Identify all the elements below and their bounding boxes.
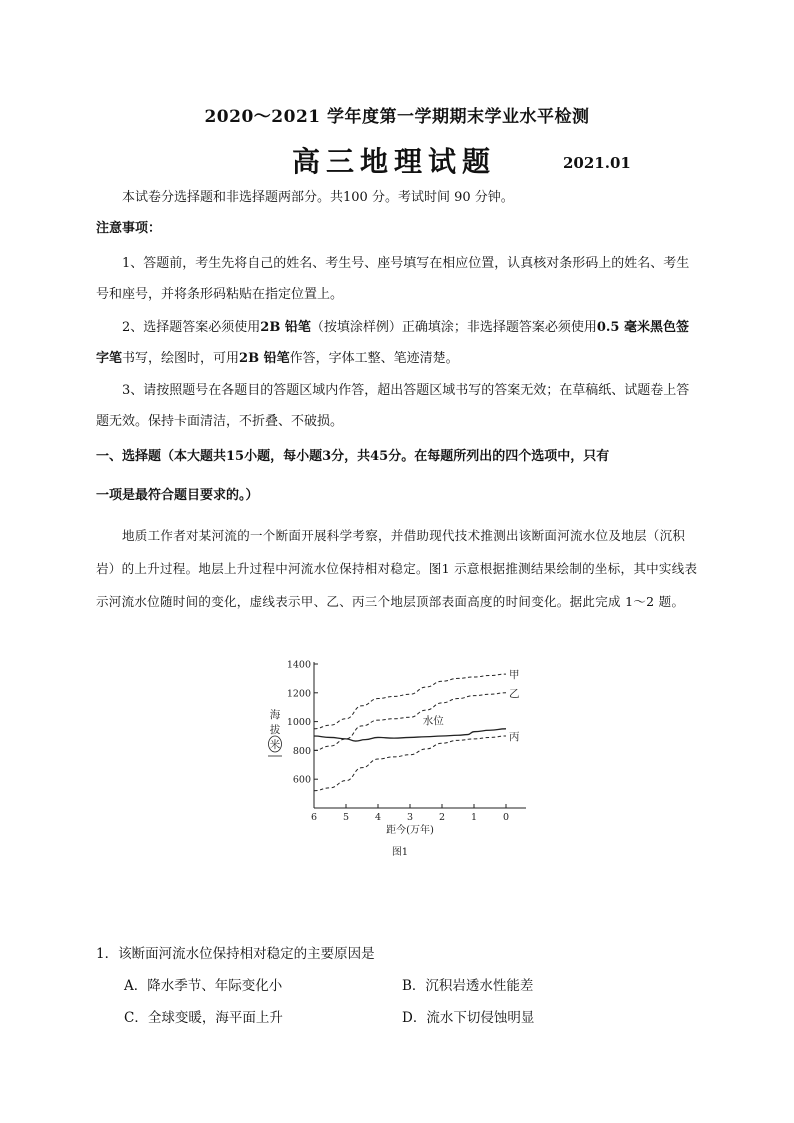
notice-item-1: 1、答题前，考生先将自己的姓名、考生号、座号填写在相应位置，认真核对条形码上的姓名、考生号和座号，并将条形码粘贴在指定位置上。 xyxy=(96,256,690,302)
y-tick-label: 1000 xyxy=(286,717,311,729)
exam-subtitle: 高三地理试题 xyxy=(292,145,497,178)
intro-text: 本试卷分选择题和非选择题两部分。共100 分。考试时间 90 分钟。 xyxy=(122,190,514,205)
y-axis-label-char: 拔 xyxy=(269,724,281,736)
figure-caption: 图1 xyxy=(391,847,409,858)
passage-text: 地质工作者对某河流的一个断面开展科学考察，并借助现代技术推测出该断面河流水位及地层（沉积岩）的上升过程。地层上升过程中河流水位保持相对稳定。图1 示意根据推测结果绘制的坐标，其中实线表示河流水位随时间的变化，虚线表示甲、乙、丙三个地层顶部表面高度的时间变化。据此完成 1～2 题。 xyxy=(96,528,698,609)
x-tick-label: 1 xyxy=(470,812,478,823)
exam-title: 2020～2021 学年度第一学期期末学业水平检测 xyxy=(204,107,590,127)
y-tick-label: 600 xyxy=(292,774,311,786)
question-1-option-a[interactable]: A．降水季节、年际变化小 xyxy=(124,978,283,994)
question-1-option-c[interactable]: C．全球变暖，海平面上升 xyxy=(124,1010,283,1026)
series-line-甲 xyxy=(314,674,506,729)
question-1-option-d[interactable]: D．流水下切侵蚀明显 xyxy=(402,1010,535,1026)
y-tick-label: 800 xyxy=(292,745,311,757)
series-label-丙: 丙 xyxy=(509,731,520,743)
x-tick-label: 5 xyxy=(342,812,350,823)
figure-1-chart xyxy=(262,656,532,860)
x-axis-label: 距今(万年) xyxy=(386,825,434,836)
series-line-丙 xyxy=(314,736,506,791)
y-axis-label-char: 海 xyxy=(269,709,281,721)
series-label-甲: 甲 xyxy=(509,669,520,682)
notice-item-2-part: 2、选择题答案必须使用 xyxy=(122,320,261,335)
section-heading-line2: 一项是最符合题目要求的。） xyxy=(96,488,259,503)
question-1-stem: 1．该断面河流水位保持相对稳定的主要原因是 xyxy=(96,946,375,962)
notice-item-2-pencil: 2B 铅笔 xyxy=(260,320,311,335)
series-label-乙: 乙 xyxy=(509,687,520,700)
x-tick-label: 3 xyxy=(406,812,414,823)
notice-item-2-pencil: 2B 铅笔 xyxy=(239,351,290,366)
question-1-option-b[interactable]: B．沉积岩透水性能差 xyxy=(402,978,534,994)
notice-item-2-part: 书写，绘图时，可用 xyxy=(122,351,240,366)
notice-item-2-part: （按填涂样例）正确填涂；非选择题答案必须使用 xyxy=(310,320,597,335)
exam-date: 2021.01 xyxy=(563,154,631,172)
notice-item-3: 3、请按照题号在各题目的答题区域内作答，超出答题区域书写的答案无效；在草稿纸、试题卷上答题无效。保持卡面清洁，不折叠、不破损。 xyxy=(96,383,690,429)
notice-item-2 xyxy=(96,312,700,374)
series-line-乙 xyxy=(314,693,506,751)
x-tick-label: 6 xyxy=(310,812,318,823)
x-tick-label: 2 xyxy=(438,812,446,823)
series-label-水位: 水位 xyxy=(422,714,444,727)
y-tick-label: 1400 xyxy=(286,659,311,671)
notice-item-2-pen: 0.5 毫米黑色签字笔 xyxy=(96,320,690,366)
section-heading-line1: 一、选择题（本大题共15小题，每小题3分，共45分。在每题所列出的四个选项中，只有 xyxy=(96,449,610,464)
notice-item-2-part: 作答，字体工整、笔迹清楚。 xyxy=(289,351,459,366)
x-tick-label: 0 xyxy=(502,812,510,823)
y-tick-label: 1200 xyxy=(286,688,311,700)
notice-heading: 注意事项： xyxy=(96,221,162,236)
y-axis-label-char: 米 xyxy=(269,739,281,751)
x-tick-label: 4 xyxy=(374,812,382,823)
